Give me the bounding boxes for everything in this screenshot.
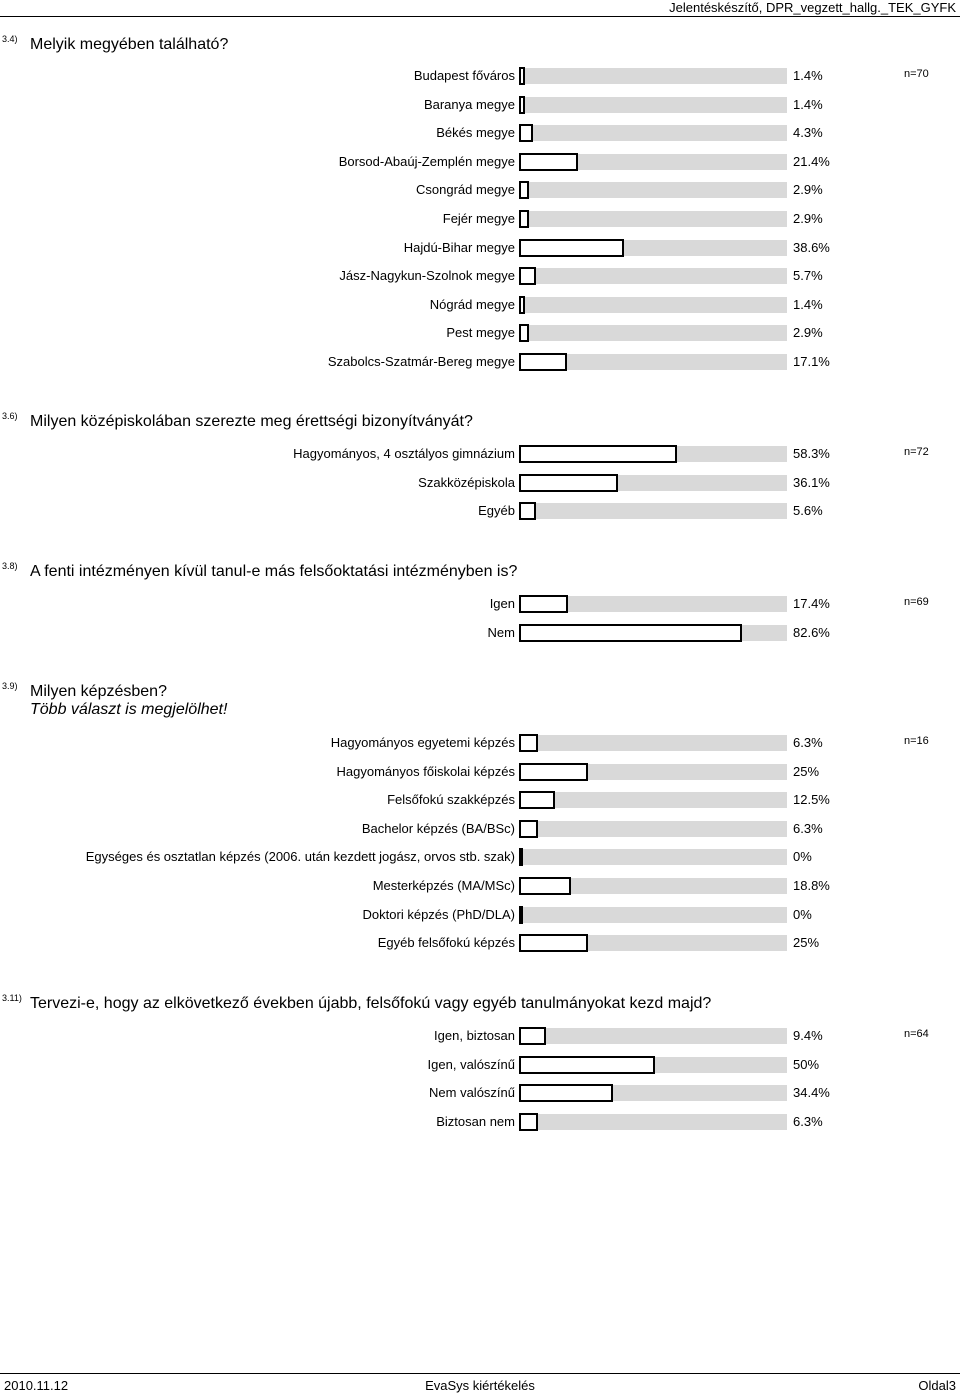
value-label: 36.1% xyxy=(793,474,830,490)
question-number: 3.8) xyxy=(2,561,18,571)
bar-track xyxy=(519,297,787,313)
bar xyxy=(519,124,533,142)
value-label: 2.9% xyxy=(793,182,823,198)
category-label: Nógrád megye xyxy=(429,296,515,312)
value-label: 2.9% xyxy=(793,211,823,226)
category-label: Egyéb felsőfokú képzés xyxy=(377,935,515,951)
question-number: 3.6) xyxy=(2,411,18,421)
bar xyxy=(519,210,529,228)
value-label: 12.5% xyxy=(793,792,830,808)
question-title: A fenti intézményen kívül tanul-e más felsőoktatási intézményben is? xyxy=(30,563,518,580)
question-number: 3.9) xyxy=(2,681,18,691)
category-label: Bachelor képzés (BA/BSc) xyxy=(361,820,515,836)
bar xyxy=(519,595,568,613)
bar xyxy=(519,1056,655,1074)
value-label: 17.4% xyxy=(793,596,830,611)
bar xyxy=(519,502,536,520)
value-label: 21.4% xyxy=(793,153,830,169)
bar-track xyxy=(519,1114,787,1130)
category-label: Biztosan nem xyxy=(436,1113,515,1129)
sample-size-label: n=64 xyxy=(904,1028,929,1040)
category-label: Felsőfokú szakképzés xyxy=(387,792,515,808)
value-label: 50% xyxy=(793,1056,820,1072)
value-label: 2.9% xyxy=(793,325,823,341)
category-label: Békés megye xyxy=(436,125,515,141)
bar xyxy=(519,96,525,114)
bar xyxy=(519,296,525,314)
bar xyxy=(519,267,536,285)
bar xyxy=(519,1113,538,1131)
question-title: Tervezi-e, hogy az elkövetkező években újabb, felsőfokú vagy egyéb tanulmányokat kezd majd? xyxy=(30,995,712,1012)
value-label: 9.4% xyxy=(793,1028,823,1043)
bar xyxy=(519,820,538,838)
footer-center-text: EvaSys kiértékelés xyxy=(425,1378,535,1393)
bar-track xyxy=(519,821,787,837)
sample-size-label: n=72 xyxy=(904,446,929,458)
category-label: Fejér megye xyxy=(442,211,515,226)
category-label: Baranya megye xyxy=(423,96,515,112)
category-label: Hagyományos, 4 osztályos gimnázium xyxy=(293,446,515,461)
bar xyxy=(519,67,525,85)
bar xyxy=(519,324,529,342)
sample-size-label: n=16 xyxy=(904,735,929,747)
bar xyxy=(519,624,742,642)
bar-track xyxy=(519,325,787,341)
bar xyxy=(519,791,555,809)
bar-track xyxy=(519,792,787,808)
category-label: Szabolcs-Szatmár-Bereg megye xyxy=(327,354,515,369)
bar-track xyxy=(519,907,787,923)
value-label: 17.1% xyxy=(793,354,830,369)
bar xyxy=(519,877,571,895)
bar xyxy=(519,239,624,257)
category-label: Nem xyxy=(487,624,515,640)
bar xyxy=(519,848,523,866)
bar-track xyxy=(519,735,787,751)
value-label: 5.7% xyxy=(793,268,823,284)
report-title: Jelentéskészítő, DPR_vegzett_hallg._TEK_GYFK xyxy=(669,0,956,15)
category-label: Mesterképzés (MA/MSc) xyxy=(372,878,515,893)
value-label: 0% xyxy=(793,906,812,922)
sample-size-label: n=70 xyxy=(904,68,929,80)
bar xyxy=(519,1027,546,1045)
sample-size-label: n=69 xyxy=(904,596,929,608)
value-label: 38.6% xyxy=(793,239,830,255)
bar-track xyxy=(519,1028,787,1044)
value-label: 6.3% xyxy=(793,820,823,836)
question-title: Melyik megyében található? xyxy=(30,36,229,53)
category-label: Igen, valószínű xyxy=(427,1056,515,1072)
category-label: Egyéb xyxy=(478,503,515,519)
value-label: 4.3% xyxy=(793,125,823,141)
question-number: 3.4) xyxy=(2,34,18,44)
footer-page: Oldal3 xyxy=(918,1378,956,1393)
value-label: 5.6% xyxy=(793,503,823,519)
value-label: 6.3% xyxy=(793,735,823,750)
value-label: 0% xyxy=(793,849,812,865)
category-label: Egységes és osztatlan képzés (2006. után kezdett jogász, orvos stb. szak) xyxy=(85,849,515,865)
bar xyxy=(519,734,538,752)
bar-track xyxy=(519,125,787,141)
category-label: Csongrád megye xyxy=(416,182,515,198)
category-label: Hagyományos főiskolai képzés xyxy=(336,763,515,779)
bar-track xyxy=(519,211,787,227)
footer-date: 2010.11.12 xyxy=(4,1378,69,1393)
category-label: Igen xyxy=(489,596,515,611)
bar xyxy=(519,763,588,781)
category-label: Budapest főváros xyxy=(413,68,515,83)
value-label: 58.3% xyxy=(793,446,830,461)
value-label: 1.4% xyxy=(793,96,823,112)
bar xyxy=(519,934,588,952)
value-label: 34.4% xyxy=(793,1085,830,1101)
category-label: Szakközépiskola xyxy=(418,474,515,490)
value-label: 25% xyxy=(793,935,820,951)
bar xyxy=(519,445,677,463)
value-label: 6.3% xyxy=(793,1113,823,1129)
question-number: 3.11) xyxy=(2,993,22,1003)
category-label: Pest megye xyxy=(446,325,515,341)
bar xyxy=(519,474,618,492)
bar-track xyxy=(519,68,787,84)
bar xyxy=(519,1084,613,1102)
question-title: Milyen középiskolában szerezte meg érettségi bizonyítványát? xyxy=(30,413,473,430)
category-label: Nem valószínű xyxy=(429,1085,515,1101)
category-label: Jász-Nagykun-Szolnok megye xyxy=(339,268,515,284)
question-title: Milyen képzésben? xyxy=(30,683,167,700)
value-label: 82.6% xyxy=(793,624,830,640)
value-label: 18.8% xyxy=(793,878,830,893)
category-label: Igen, biztosan xyxy=(434,1028,515,1043)
bar-track xyxy=(519,849,787,865)
bar xyxy=(519,181,529,199)
value-label: 25% xyxy=(793,763,820,779)
header-divider xyxy=(0,16,960,17)
value-label: 1.4% xyxy=(793,296,823,312)
bar xyxy=(519,153,578,171)
category-label: Borsod-Abaúj-Zemplén megye xyxy=(338,153,515,169)
bar-track xyxy=(519,268,787,284)
category-label: Hagyományos egyetemi képzés xyxy=(330,735,515,750)
category-label: Hajdú-Bihar megye xyxy=(403,239,515,255)
bar-track xyxy=(519,182,787,198)
value-label: 1.4% xyxy=(793,68,823,83)
footer-divider xyxy=(0,1373,960,1374)
bar-track xyxy=(519,97,787,113)
bar-track xyxy=(519,503,787,519)
bar xyxy=(519,353,567,371)
bar xyxy=(519,906,523,924)
category-label: Doktori képzés (PhD/DLA) xyxy=(362,906,515,922)
question-subtitle: Több választ is megjelölhet! xyxy=(30,701,228,718)
